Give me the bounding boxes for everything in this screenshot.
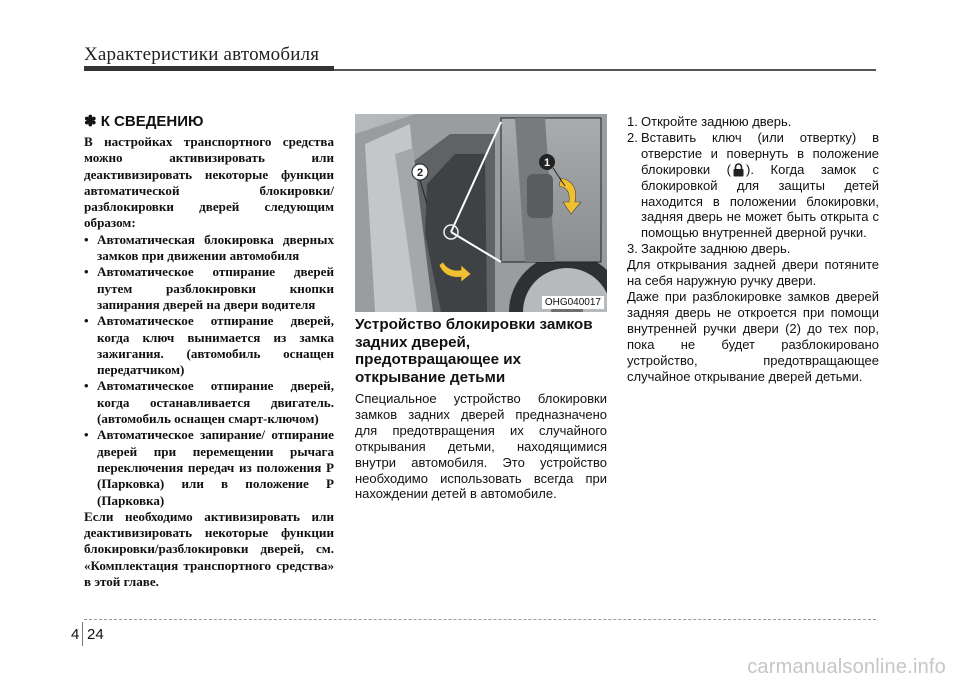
lock-icon	[732, 163, 745, 177]
step-text: Откройте заднюю дверь.	[641, 114, 792, 129]
step-text: ). Когда замок с блокировкой для защиты детей находится в положении блокировки, задняя дверь не может быть открыта с помощью внутренней дверной ручки.	[641, 161, 879, 241]
footer-separator	[82, 622, 83, 646]
info-bullet-list	[84, 232, 334, 509]
page-header-title: Характеристики автомобиля	[84, 44, 320, 65]
car-door-drawing	[355, 114, 607, 312]
step-item	[627, 130, 879, 241]
chapter-number: 4	[71, 626, 80, 643]
right-paragraph: Для открывания задней двери потяните на себя наружную ручку двери.	[627, 257, 879, 289]
info-bullet: • Автоматическое отпирание дверей путем разблокировки кнопки запирания дверей на двери водителя	[84, 264, 334, 313]
section-title: Устройство блокировки замков задних дверей, предотвращающее их открывание детьми	[355, 316, 593, 386]
step-text: Вставить ключ (или отвертку) в отверстие и повернуть в положение блокировки (	[641, 129, 879, 177]
header-rule-thin	[334, 69, 876, 71]
info-column	[84, 112, 334, 590]
header-rule-thick	[84, 66, 334, 71]
section-paragraph: Специальное устройство блокировки замков задних дверей предназначено для предотвращения их случайного открывания детьми, находящимися внутри автомобиля. Это устройство необходимо использовать всегда при нахождении детей в автомобиле.	[355, 391, 607, 502]
step-number: 1.	[627, 114, 638, 129]
step-text: Закройте заднюю дверь.	[641, 241, 791, 257]
watermark: carmanualsonline.info	[747, 656, 946, 678]
callout-2: 2	[416, 167, 424, 179]
info-outro: Если необходимо активизировать или деактивизировать некоторые функции блокировки/разблокировки дверей, см. «Комплектация транспортного средства» в этой главе.	[84, 508, 334, 590]
info-body	[84, 134, 334, 590]
callout-1: 1	[543, 157, 551, 169]
section-body	[355, 391, 607, 502]
step-number: 3.	[627, 241, 638, 257]
info-bullet: • Автоматическое отпирание дверей, когда ключ вынимается из замка зажигания. (автомобиль оснащен передатчиком)	[84, 313, 334, 378]
figure-code: OHG040017	[542, 296, 604, 309]
step-item	[627, 114, 879, 130]
info-intro: В настройках транспортного средства можно активизировать или деактивизировать некоторые функции автоматической блокировки/разблокировки дверей следующим образом:	[84, 134, 334, 231]
steps-list	[627, 114, 879, 257]
step-item	[627, 241, 879, 257]
info-bullet: • Автоматическое запирание/ отпирание дверей при перемещении рычага переключения передач из положения P (Парковка) или в положение P (Парковка)	[84, 427, 334, 508]
info-heading: ✽ К СВЕДЕНИЮ	[84, 113, 204, 130]
steps-column	[627, 114, 879, 384]
right-paragraph: Даже при разблокировке замков дверей задняя дверь не откроется при помощи внутренней ручки двери (2) до тех пор, пока не будет разблокировано устройство, предотвращающее случайное открывание дверей детьми.	[627, 288, 879, 384]
section-column	[355, 316, 607, 502]
step-number: 2.	[627, 129, 638, 145]
footer-rule	[84, 619, 876, 620]
info-bullet: • Автоматическая блокировка дверных замков при движении автомобиля	[84, 232, 334, 265]
info-bullet: • Автоматическое отпирание дверей, когда останавливается двигатель. (автомобиль оснащен смарт-ключом)	[84, 378, 334, 427]
page-number: 24	[87, 626, 104, 643]
child-lock-illustration	[355, 114, 607, 312]
